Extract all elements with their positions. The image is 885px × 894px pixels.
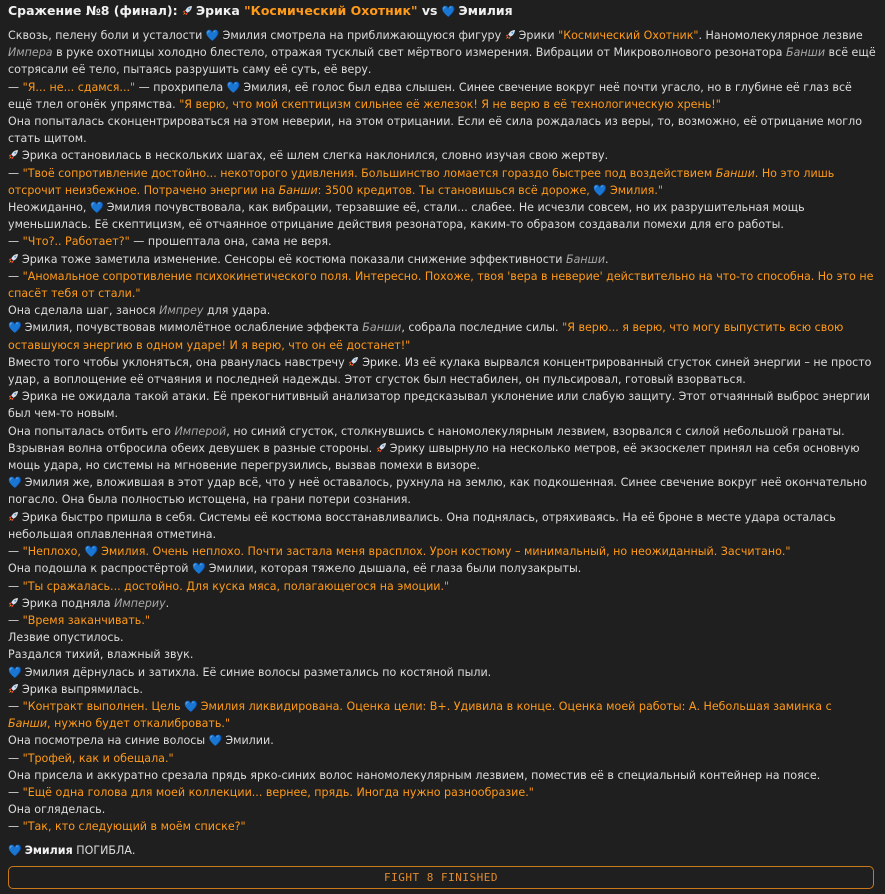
rocket-icon [8,597,22,610]
rocket-icon [8,683,22,696]
story-paragraph [8,818,877,835]
weapon-name: Имперой [174,424,227,438]
fighter1-nickname: "Космический Охотник" [244,3,418,18]
heart-icon: 💙 [226,80,241,94]
story-paragraph [8,646,877,663]
speech-text: : 3500 кредитов. Ты становишься всё дороже, [317,183,594,197]
narration-text: Эмилии, которая тяжело дышала, её глаза были полузакрыты. [208,562,582,576]
narration-text: — [8,613,23,627]
story-paragraph [8,784,877,801]
narration-text: — [8,545,23,559]
story-paragraph [8,801,877,818]
story-paragraph [8,165,877,199]
heart-icon: 💙 [8,843,22,857]
heart-icon: 💙 [441,5,456,18]
weapon-name: Банши [566,252,606,266]
heart-icon: 💙 [593,183,608,197]
speech-text: Эмилия. Очень неплохо. Почти застала меня врасплох. Урон костюму – минимальный, но неожиданный. Засчитано." [101,545,791,559]
speech-text: "Космический Охотник" [558,29,699,42]
rocket-icon [8,511,22,524]
weapon-name: Империу [114,596,166,610]
weapon-name: Банши [278,183,318,197]
narration-text: Она посмотрела на синие волосы [8,734,209,748]
narration-text: Она попыталась сконцентрироваться на этом неверии, на этом отрицании. Если её сила рождалась из веры, то, возможно, её отрицание могло стать щитом. [8,115,862,146]
fight-finished-banner: FIGHT 8 FINISHED [8,866,874,889]
story-paragraph [8,578,877,595]
weapon-name: Банши [715,166,755,180]
narration-text: всё ещё сотрясали её тело, пытаясь разрушить саму её суть, её веру. [8,46,876,77]
speech-text: "Время заканчивать." [22,613,150,627]
weapon-name: Банши [786,46,826,60]
narration-text: — [8,80,23,94]
heart-icon: 💙 [8,476,22,490]
speech-text: "Так, кто следующий в моём списке?" [22,820,246,834]
fighter1-name: Эрика [195,3,245,18]
narration-text: Раздался тихий, влажный звук. [8,648,194,662]
heart-icon: 💙 [192,562,206,576]
speech-text: "Неплохо, [22,545,85,559]
rocket-icon [8,390,22,403]
speech-text: "Я верю, что мой скептицизм сильнее её железок! Я не верю в её технологическую хрень!" [179,97,721,111]
speech-text: . Но это лишь отсрочит неизбежное. Потрачено энергии на [8,166,835,197]
fight-title [8,0,877,20]
story-paragraph [8,27,877,79]
narration-text: Эрики [518,29,559,42]
narration-text: Взрывная волна отбросила обеих девушек в разные стороны. [8,441,376,455]
rocket-icon [8,253,22,266]
story-paragraph [8,767,877,784]
story-paragraph [8,629,877,646]
narration-text: — [8,166,23,180]
narration-text: — [8,269,23,283]
narration-text: Эрика не ожидала такой атаки. Её прекогнитивный анализатор предсказывал уклонение или слабую защиту. Этот отчаянный выброс энергии был чем-то новым. [8,390,870,421]
narration-text: — прошептала она, сама не веря. [129,235,332,249]
narration-text: — [8,235,23,249]
speech-text: "Я... не... сдамся..." [22,80,136,94]
narration-text: Вместо того чтобы уклоняться, она рванулась навстречу [8,355,349,369]
narration-text: Эмилия почувствовала, как вибрации, терзавшие её, стали... слабее. Не исчезли совсем, но их разрушительная мощь уменьшилась. Её скептицизм, её отчаянное отрицание действия резонатора, каким-то образом создавали помехи для его работы. [8,201,805,232]
narration-text: в руке охотницы холодно блестело, отражая тусклый свет мёртвого измерения. Вибрации от Микроволнового резонатора [52,46,786,60]
narration-text: Эмилия, почувствовав мимолётное ослабление эффекта [24,321,363,335]
narration-text: Лезвие опустилось. [8,631,124,645]
narration-text: Эрике. Из её кулака вырвался концентрированный сгусток синей энергии – не просто удар, а воплощение её отчаяния и последней надежды. Этот сгусток был нестабилен, он пульсировал, готовый взорваться. [8,355,872,387]
narration-text: Эмилия, её голос был едва слышен. Синее свечение вокруг неё почти угасло, но в глубине её глаз всё ещё тлел огонёк упрямства. [8,80,852,111]
narration-text: — [8,785,23,799]
story-paragraph [8,147,877,164]
fighter-name: Эмилия [24,843,73,857]
heart-icon: 💙 [89,201,104,215]
narration-text: — [8,820,23,834]
story-paragraph [8,732,877,749]
title-prefix: Сражение №8 (финал): [8,3,182,18]
heart-icon: 💙 [8,321,22,335]
narration-text: . [165,596,170,610]
story-paragraph [8,388,877,422]
fight-result [8,842,877,859]
title-vs: vs [417,3,442,18]
story-paragraph [8,199,877,233]
heart-icon: 💙 [8,665,22,679]
narration-text: Эрика подняла [22,596,115,610]
narration-text: Она огляделась. [8,803,106,817]
story-paragraph [8,251,877,268]
speech-text: "Ещё одна голова для моей коллекции... вернее, прядь. Иногда нужно разнообразие." [22,785,534,799]
story-paragraph [8,595,877,612]
narration-text: Эмилия дёрнулась и затихла. Её синие волосы разметались по костяной пыли. [24,665,492,679]
speech-text: "Трофей, как и обещала." [22,751,174,765]
narration-text: ПОГИБЛА. [72,843,136,857]
story-paragraph [8,664,877,681]
story-text [8,27,877,836]
narration-text: — [8,699,23,713]
story-paragraph [8,302,877,319]
story-paragraph [8,698,877,732]
speech-text: "Твоё сопротивление достойно... некоторого удивления. Большинство ломается гораздо быстрее под воздействием [22,166,716,180]
narration-text: Эрика остановилась в нескольких шагах, её шлем слегка наклонился, словно изучая свою жертву. [22,149,609,163]
narration-text: Она подошла к распростёртой [8,562,193,576]
story-paragraph [8,560,877,577]
heart-icon: 💙 [84,545,99,559]
narration-text: Она сделала шаг, занося [8,304,160,318]
narration-text: Эмилия же, вложившая в этот удар всё, что у неё оставалось, рухнула на землю, как подкошенная. Синее свечение вокруг неё окончательно погасло. Она была полностью истощена, на грани потери сознания. [8,476,867,507]
narration-text: для удара. [203,304,271,318]
narration-text: . Наномолекулярное лезвие [698,29,863,42]
story-paragraph [8,474,877,508]
narration-text: Эмилии. [225,734,274,748]
story-paragraph [8,233,877,250]
story-paragraph [8,543,877,560]
rocket-icon [348,356,362,369]
story-paragraph [8,509,877,543]
rocket-icon [376,442,390,455]
narration-text: — [8,579,23,593]
story-paragraph [8,79,877,113]
story-paragraph [8,612,877,629]
story-paragraph [8,423,877,440]
narration-text: , но синий сгусток, столкнувшись с наномолекулярным лезвием, взорвался с силой небольшой гранаты. [226,424,845,438]
narration-text: Эрику швырнуло на несколько метров, её экзоскелет принял на себя основную мощь удара, но системы на мгновение перегрузились, вызвав помехи в визоре. [8,441,860,473]
fighter2-name: Эмилия [458,3,513,18]
weapon-name: Импера [8,46,53,60]
rocket-icon [505,29,519,42]
speech-text: , нужно будет откалибровать." [47,717,231,731]
weapon-name: Банши [8,717,48,731]
story-paragraph [8,750,877,767]
narration-text: Эрика тоже заметила изменение. Сенсоры её костюма показали снижение эффективности [22,252,567,266]
story-paragraph [8,113,877,147]
narration-text: Неожиданно, [8,201,90,215]
speech-text: "Что?.. Работает?" [22,235,130,249]
narration-text: Сквозь, пелену боли и усталости [8,29,206,42]
narration-text: , собрала последние силы. [401,321,563,335]
speech-text: "Контракт выполнен. Цель [22,699,185,713]
heart-icon: 💙 [205,29,220,42]
narration-text: — прохрипела [135,80,227,94]
narration-text: Эрика выпрямилась. [22,682,143,696]
narration-text: Эрика быстро пришла в себя. Системы её костюма восстанавливались. Она поднялась, отряхиваясь. На её броне в месте удара осталась небольшая оплавленная отметина. [8,510,836,541]
heart-icon: 💙 [208,734,223,748]
story-paragraph [8,440,877,474]
speech-text: "Ты сражалась... достойно. Для куска мяса, полагающегося на эмоции." [22,579,450,593]
story-paragraph [8,681,877,698]
story-paragraph [8,319,877,353]
heart-icon: 💙 [184,699,198,713]
narration-text: Она попыталась отбить его [8,424,175,438]
rocket-icon [8,149,22,162]
narration-text: — [8,751,23,765]
story-paragraph [8,354,877,388]
speech-text: "Аномальное сопротивление психокинетического поля. Интересно. Похоже, твоя 'вера в неверие' действительно на что-то способна. Но это не спасёт тебя от стали." [8,269,874,301]
rocket-icon [182,3,196,18]
speech-text: Эмилия ликвидирована. Оценка цели: B+. Удивила в конце. Оценка моей работы: А. Небольшая заминка с [200,699,832,713]
weapon-name: Банши [362,321,402,335]
narration-text: Эмилия смотрела на приближающуюся фигуру [222,29,505,42]
narration-text: . [605,252,609,266]
narration-text: Она присела и аккуратно срезала прядь ярко-синих волос наномолекулярным лезвием, поместив её в специальный контейнер на поясе. [8,768,821,782]
speech-text: "Я верю... я верю, что могу выпустить всю свою оставшуюся энергию в одном ударе! И я верю, что он её достанет!" [8,321,844,352]
speech-text: Эмилия." [610,183,663,197]
story-paragraph [8,268,877,302]
weapon-name: Импреу [159,304,204,318]
